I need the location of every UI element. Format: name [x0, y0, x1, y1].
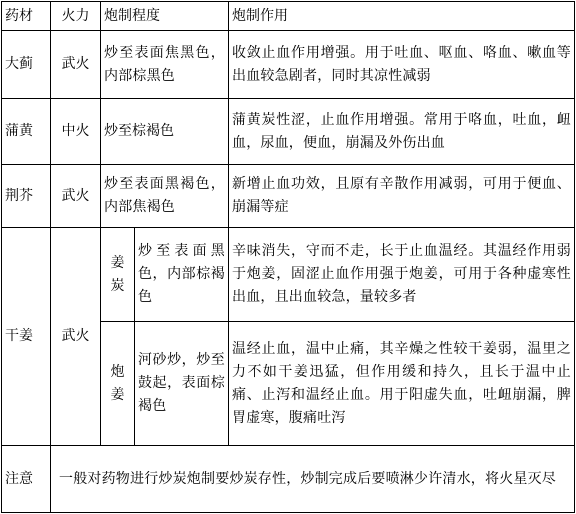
effect-cell: 新增止血功效，且原有辛散作用减弱，可用于便血、崩漏等症: [229, 165, 575, 228]
subtype-cell: 姜炭: [101, 228, 135, 322]
herb-cell: 荆芥: [2, 165, 51, 228]
subtype-cell: 炮姜: [101, 322, 135, 446]
table-row: [2, 228, 575, 322]
note-row: [2, 446, 575, 513]
header-fire: 火力: [51, 2, 101, 31]
note-label: 注意: [2, 446, 51, 513]
table-row: [2, 31, 575, 99]
header-row: [2, 2, 575, 31]
effect-cell: 辛味消失，守而不走，长于止血温经。其温经作用弱于炮姜，固涩止血作用强于炮姜，可用于各种虚寒性出血，且出血较急，量较多者: [229, 228, 575, 322]
degree-cell: 炒至表面焦黑色，内部棕黑色: [101, 31, 229, 99]
degree-cell: 河砂炒，炒至鼓起，表面棕褐色: [135, 322, 229, 446]
degree-cell: 炒至棕褐色: [101, 99, 229, 165]
effect-cell: 收敛止血作用增强。用于吐血、呕血、咯血、嗽血等出血较急剧者，同时其凉性减弱: [229, 31, 575, 99]
header-herb: 药材: [2, 2, 51, 31]
herb-cell: 蒲黄: [2, 99, 51, 165]
processing-table: [1, 1, 575, 513]
degree-cell: 炒至表面黑色，内部棕褐色: [135, 228, 229, 322]
fire-cell: 中火: [51, 99, 101, 165]
herb-cell: 干姜: [2, 228, 51, 446]
degree-cell: 炒至表面黑褐色，内部焦褐色: [101, 165, 229, 228]
fire-cell: 武火: [51, 31, 101, 99]
header-degree: 炮制程度: [101, 2, 229, 31]
header-effect: 炮制作用: [229, 2, 575, 31]
herb-cell: 大蓟: [2, 31, 51, 99]
note-text: 一般对药物进行炒炭炮制要炒炭存性，炒制完成后要喷淋少许清水，将火星灭尽: [51, 446, 575, 513]
fire-cell: 武火: [51, 165, 101, 228]
effect-cell: 温经止血，温中止痛，其辛燥之性较干姜弱，温里之力不如干姜迅猛，但作用缓和持久，且长于温中止痛、止泻和温经止血。用于阳虚失血，吐衄崩漏，脾胃虚寒，腹痛吐泻: [229, 322, 575, 446]
fire-cell: 武火: [51, 228, 101, 446]
table-row: [2, 165, 575, 228]
effect-cell: 蒲黄炭性涩，止血作用增强。常用于咯血，吐血，衄血，尿血，便血，崩漏及外伤出血: [229, 99, 575, 165]
table-row: [2, 99, 575, 165]
